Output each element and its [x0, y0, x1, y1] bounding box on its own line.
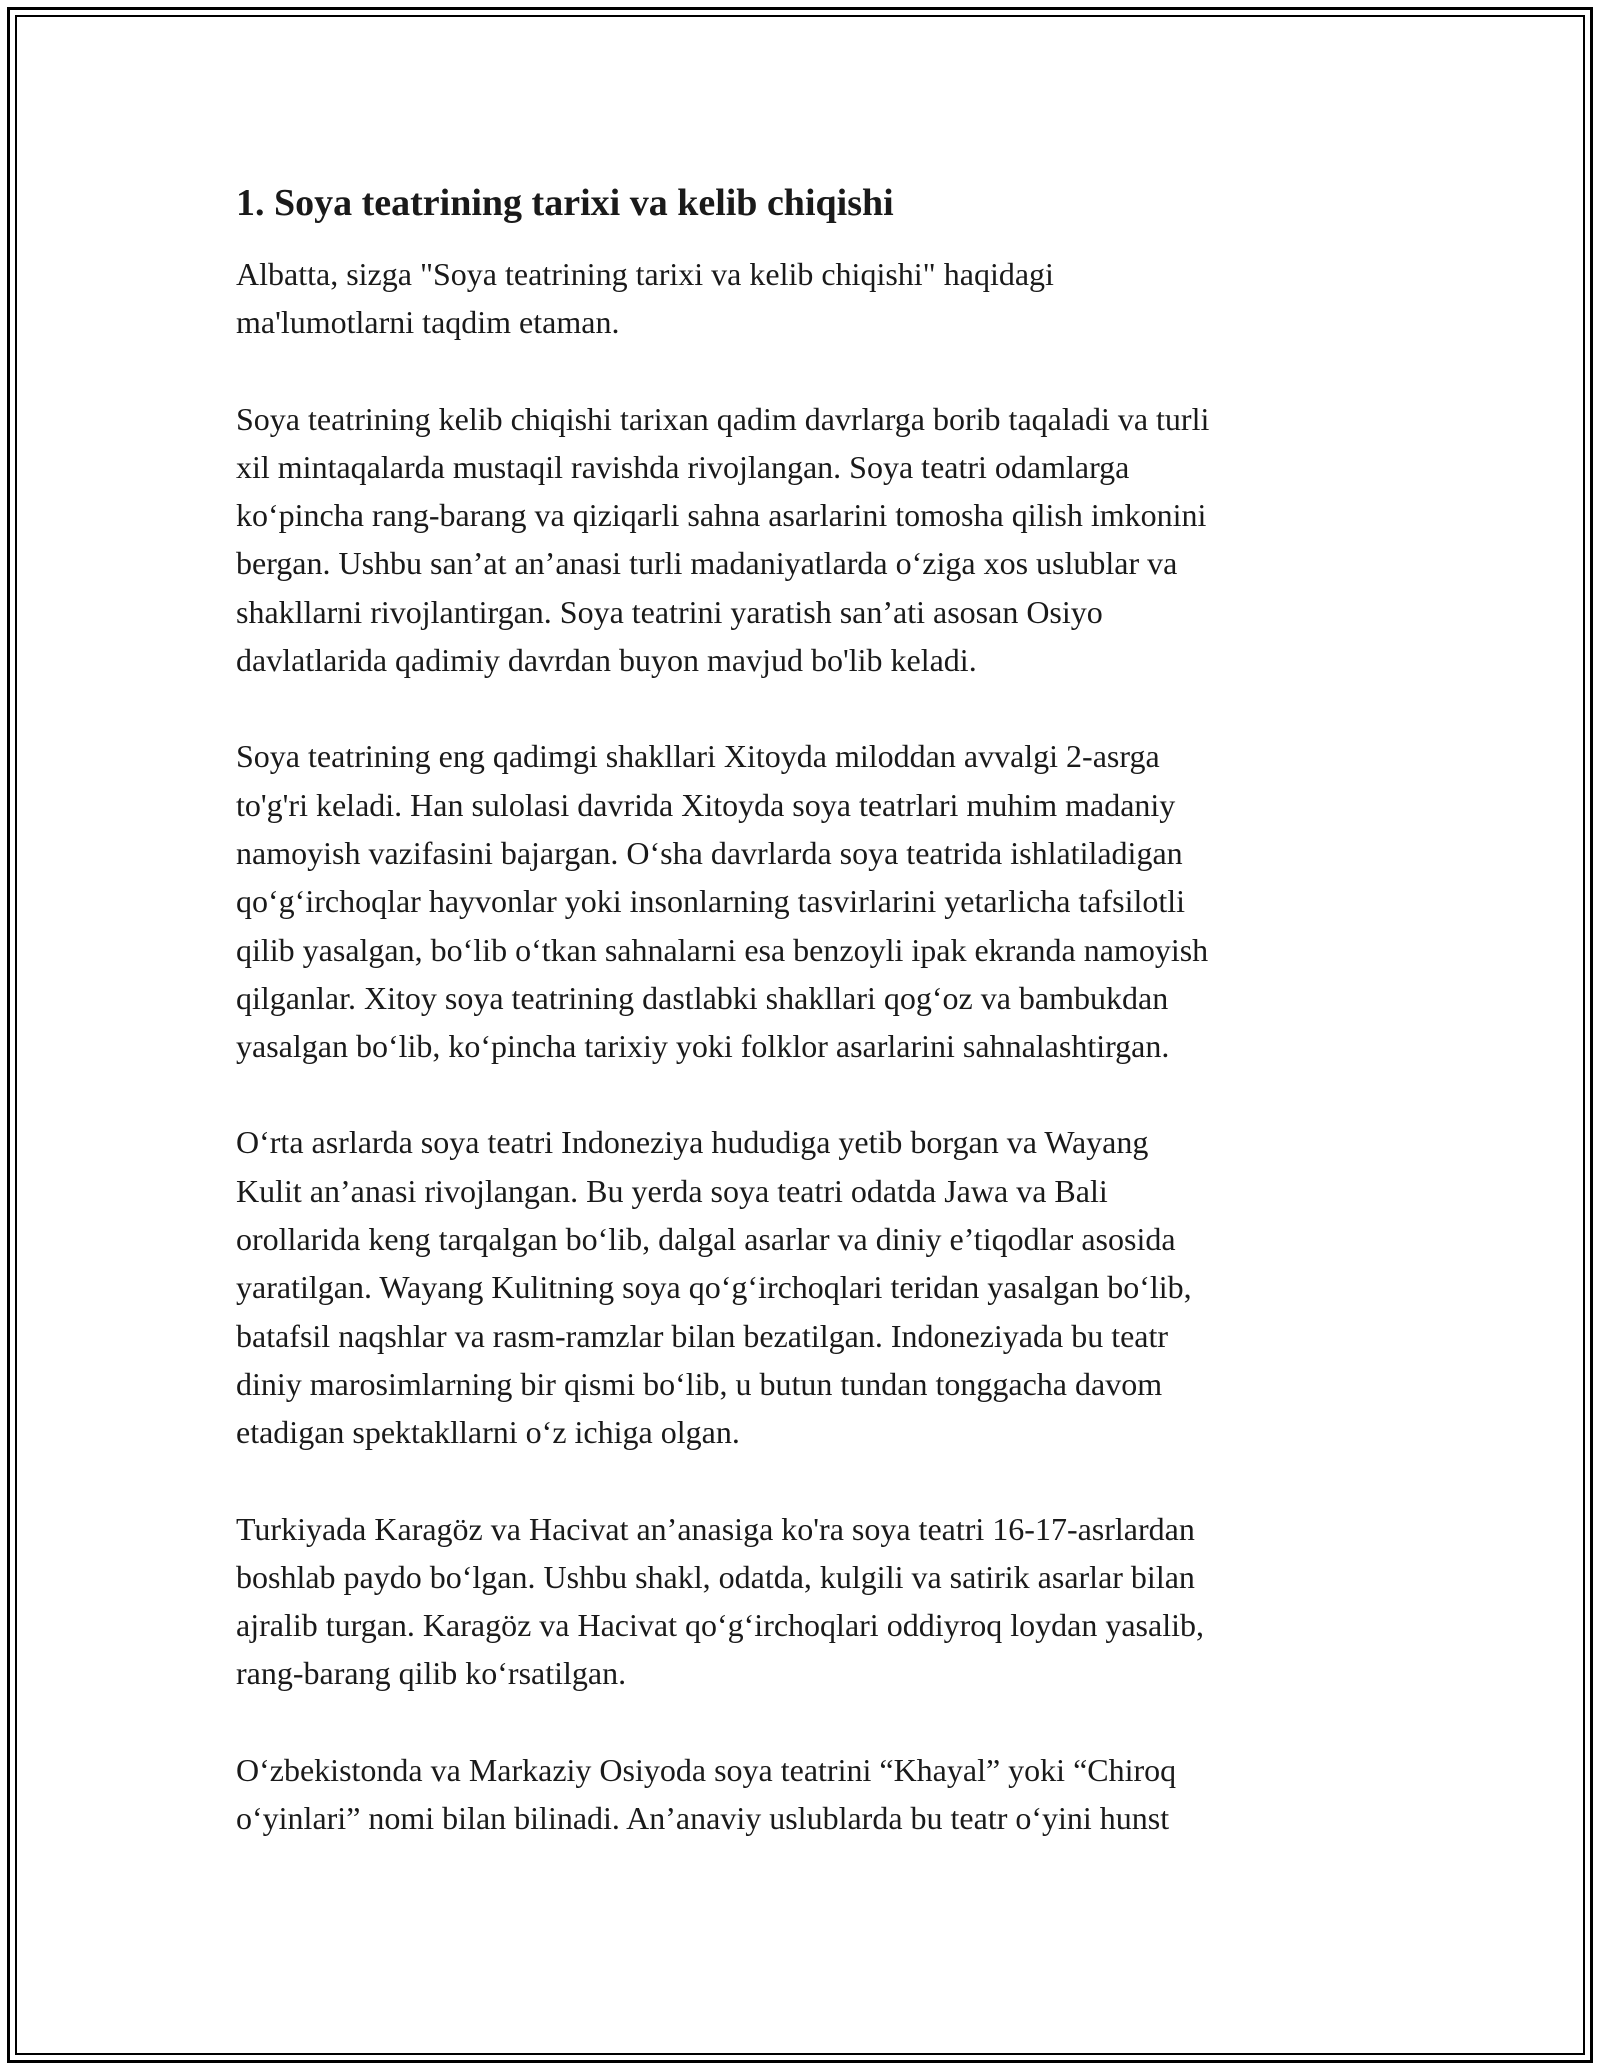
document-body	[236, 178, 1376, 1890]
text-line: ma'lumotlarni taqdim etaman.	[236, 304, 620, 341]
text-line: qilib yasalgan, bo‘lib o‘tkan sahnalarni esa benzoyli ipak ekranda namoyish	[236, 931, 1209, 968]
text-line: Soya teatrining kelib chiqishi tarixan qadim davrlarga borib taqaladi va turli	[236, 400, 1210, 437]
text-line: davlatlarida qadimiy davrdan buyon mavjud bo'lib keladi.	[236, 642, 977, 679]
text-line: bergan. Ushbu san’at an’anasi turli madaniyatlarda o‘ziga xos uslublar va	[236, 545, 1178, 582]
text-line: O‘rta asrlarda soya teatri Indoneziya hududiga yetib borgan va Wayang	[236, 1124, 1149, 1161]
text-line: namoyish vazifasini bajargan. O‘sha davrlarda soya teatrida ishlatiladigan	[236, 834, 1183, 871]
text-line: yasalgan bo‘lib, ko‘pincha tarixiy yoki folklor asarlarini sahnalashtirgan.	[236, 1028, 1170, 1065]
text-line: orollarida keng tarqalgan bo‘lib, dalgal asarlar va diniy e’tiqodlar asosida	[236, 1221, 1176, 1258]
text-line: Kulit an’anasi rivojlangan. Bu yerda soya teatri odatda Jawa va Bali	[236, 1172, 1108, 1209]
text-line: shakllarni rivojlantirgan. Soya teatrini yaratish san’ati asosan Osiyo	[236, 593, 1103, 630]
text-line: ajralib turgan. Karagöz va Hacivat qo‘g‘irchoqlari oddiyroq loydan yasalib,	[236, 1607, 1204, 1644]
paragraph-intro	[236, 250, 1376, 347]
text-line: diniy marosimlarning bir qismi bo‘lib, u butun tundan tonggacha davom	[236, 1365, 1163, 1402]
paragraph-indonesia	[236, 1118, 1376, 1456]
section-heading: 1. Soya teatrining tarixi va kelib chiqishi	[236, 182, 894, 224]
text-line: yaratilgan. Wayang Kulitning soya qo‘g‘irchoqlari teridan yasalgan bo‘lib,	[236, 1269, 1192, 1306]
text-line: o‘yinlari” nomi bilan bilinadi. An’anaviy uslublarda bu teatr o‘yini hunst	[236, 1800, 1170, 1837]
text-line: rang-barang qilib ko‘rsatilgan.	[236, 1655, 627, 1692]
text-line: ko‘pincha rang-barang va qiziqarli sahna asarlarini tomosha qilish imkonini	[236, 497, 1207, 534]
text-line: batafsil naqshlar va rasm-ramzlar bilan bezatilgan. Indoneziyada bu teatr	[236, 1317, 1169, 1354]
paragraph-uzbekistan	[236, 1746, 1376, 1843]
text-line: Turkiyada Karagöz va Hacivat an’anasiga ko'ra soya teatri 16-17-asrlardan	[236, 1510, 1195, 1547]
text-line: Albatta, sizga "Soya teatrining tarixi va kelib chiqishi" haqidagi	[236, 256, 1054, 292]
text-line: etadigan spektakllarni o‘z ichiga olgan.	[236, 1414, 740, 1451]
paragraph-turkey	[236, 1505, 1376, 1698]
text-line: O‘zbekistonda va Markaziy Osiyoda soya teatrini “Khayal” yoki “Chiroq	[236, 1751, 1177, 1788]
text-line: qo‘g‘irchoqlar hayvonlar yoki insonlarning tasvirlarini yetarlicha tafsilotli	[236, 883, 1186, 920]
text-line: boshlab paydo bo‘lgan. Ushbu shakl, odatda, kulgili va satirik asarlar bilan	[236, 1558, 1195, 1595]
text-line: qilganlar. Xitoy soya teatrining dastlabki shakllari qog‘oz va bambukdan	[236, 979, 1169, 1016]
text-line: Soya teatrining eng qadimgi shakllari Xitoyda miloddan avvalgi 2-asrga	[236, 738, 1160, 775]
text-line: to'g'ri keladi. Han sulolasi davrida Xitoyda soya teatrlari muhim madaniy	[236, 786, 1176, 823]
paragraph-origins	[236, 395, 1376, 685]
paragraph-china	[236, 732, 1376, 1070]
text-line: xil mintaqalarda mustaqil ravishda rivojlangan. Soya teatri odamlarga	[236, 448, 1130, 485]
